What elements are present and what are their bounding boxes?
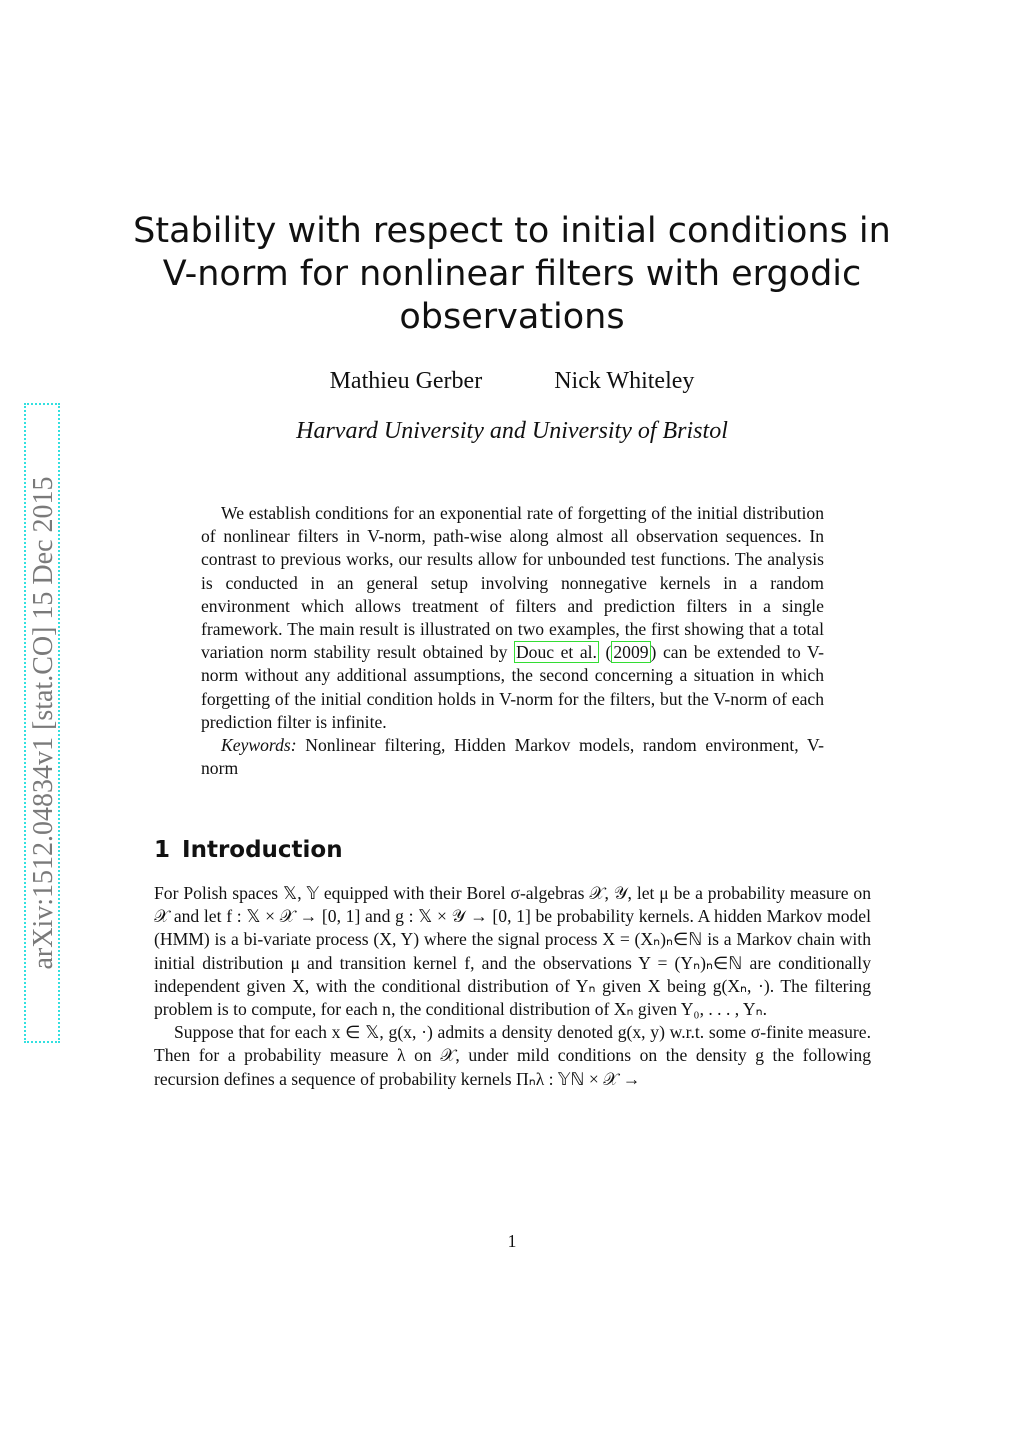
body-paragraph: Suppose that for each x ∈ 𝕏, g(x, ·) admits a density denoted g(x, y) w.r.t. some σ-finite measure. Then for a probability measure λ on 𝒳, under mild conditions on the density g the following recursion defines a sequence of probability kernels Πₙλ : 𝕐ℕ × 𝒳 → bbox=[154, 1022, 871, 1089]
author-list bbox=[150, 366, 874, 396]
author-name: Nick Whiteley bbox=[554, 368, 695, 394]
section-title: Introduction bbox=[182, 837, 343, 863]
body-paragraph: For Polish spaces 𝕏, 𝕐 equipped with their Borel σ-algebras 𝒳, 𝒴, let μ be a probability measure on 𝒳 and let f : 𝕏 × 𝒳 → [0, 1] and g : 𝕏 × 𝒴 → [0, 1] be probability kernels. A hidden Markov model (HMM) is a bi-variate process (X, Y) where the signal process X = (Xₙ)ₙ∈ℕ is a Markov chain with initial distribution μ and transition kernel f, and the observations Y = (Yₙ)ₙ∈ℕ are conditionally independent given X, with the conditional distribution of Yₙ given X being g(Xₙ, ·). The filtering problem is to compute, for each n, the conditional distribution of Xₙ given Y₀, . . . , Yₙ. bbox=[154, 883, 871, 1020]
citation-link-authors[interactable]: Douc et al. bbox=[515, 642, 597, 663]
abstract bbox=[201, 502, 824, 780]
abstract-text: We establish conditions for an exponential rate of forgetting of the initial distribution of nonlinear filters in V-norm, path-wise along almost all observation sequences. In contrast to previous works, our results allow for unbounded test functions. The analysis is conducted in an general setup involving nonnegative kernels in a random environment which allows treatment of filters and prediction filters in a single framework. The main result is illustrated on two examples, the first showing that a total variation norm stability result obtained by bbox=[201, 503, 824, 663]
keywords-label: Keywords: bbox=[221, 735, 297, 756]
abstract-text: can be extended to V-norm without any additional assumptions, the second concerning a situation in which forgetting of the initial condition holds in V-norm for the filters, but the V-norm of each prediction filter is infinite. bbox=[201, 642, 825, 732]
citation-paren-open: ( bbox=[605, 642, 612, 663]
abstract-paragraph bbox=[201, 502, 824, 734]
citation-paren-close: ) bbox=[650, 642, 657, 663]
keywords bbox=[201, 734, 824, 780]
arxiv-identifier-stamp: arXiv:1512.04834v1 [stat.CO] 15 Dec 2015 bbox=[24, 403, 60, 1043]
paper-title: Stability with respect to initial conditions in V-norm for nonlinear filters with ergodic observations bbox=[133, 211, 891, 337]
citation-link-year[interactable]: 2009 bbox=[613, 642, 649, 663]
section-body bbox=[154, 882, 871, 1091]
page-number: 1 bbox=[507, 1231, 517, 1251]
section-number: 1 bbox=[154, 837, 171, 863]
author-affiliation: Harvard University and University of Bristol bbox=[296, 418, 728, 444]
section-heading bbox=[154, 834, 343, 866]
author-name: Mathieu Gerber bbox=[329, 368, 483, 394]
keywords-text: Nonlinear filtering, Hidden Markov models, random environment, V-norm bbox=[201, 735, 824, 779]
